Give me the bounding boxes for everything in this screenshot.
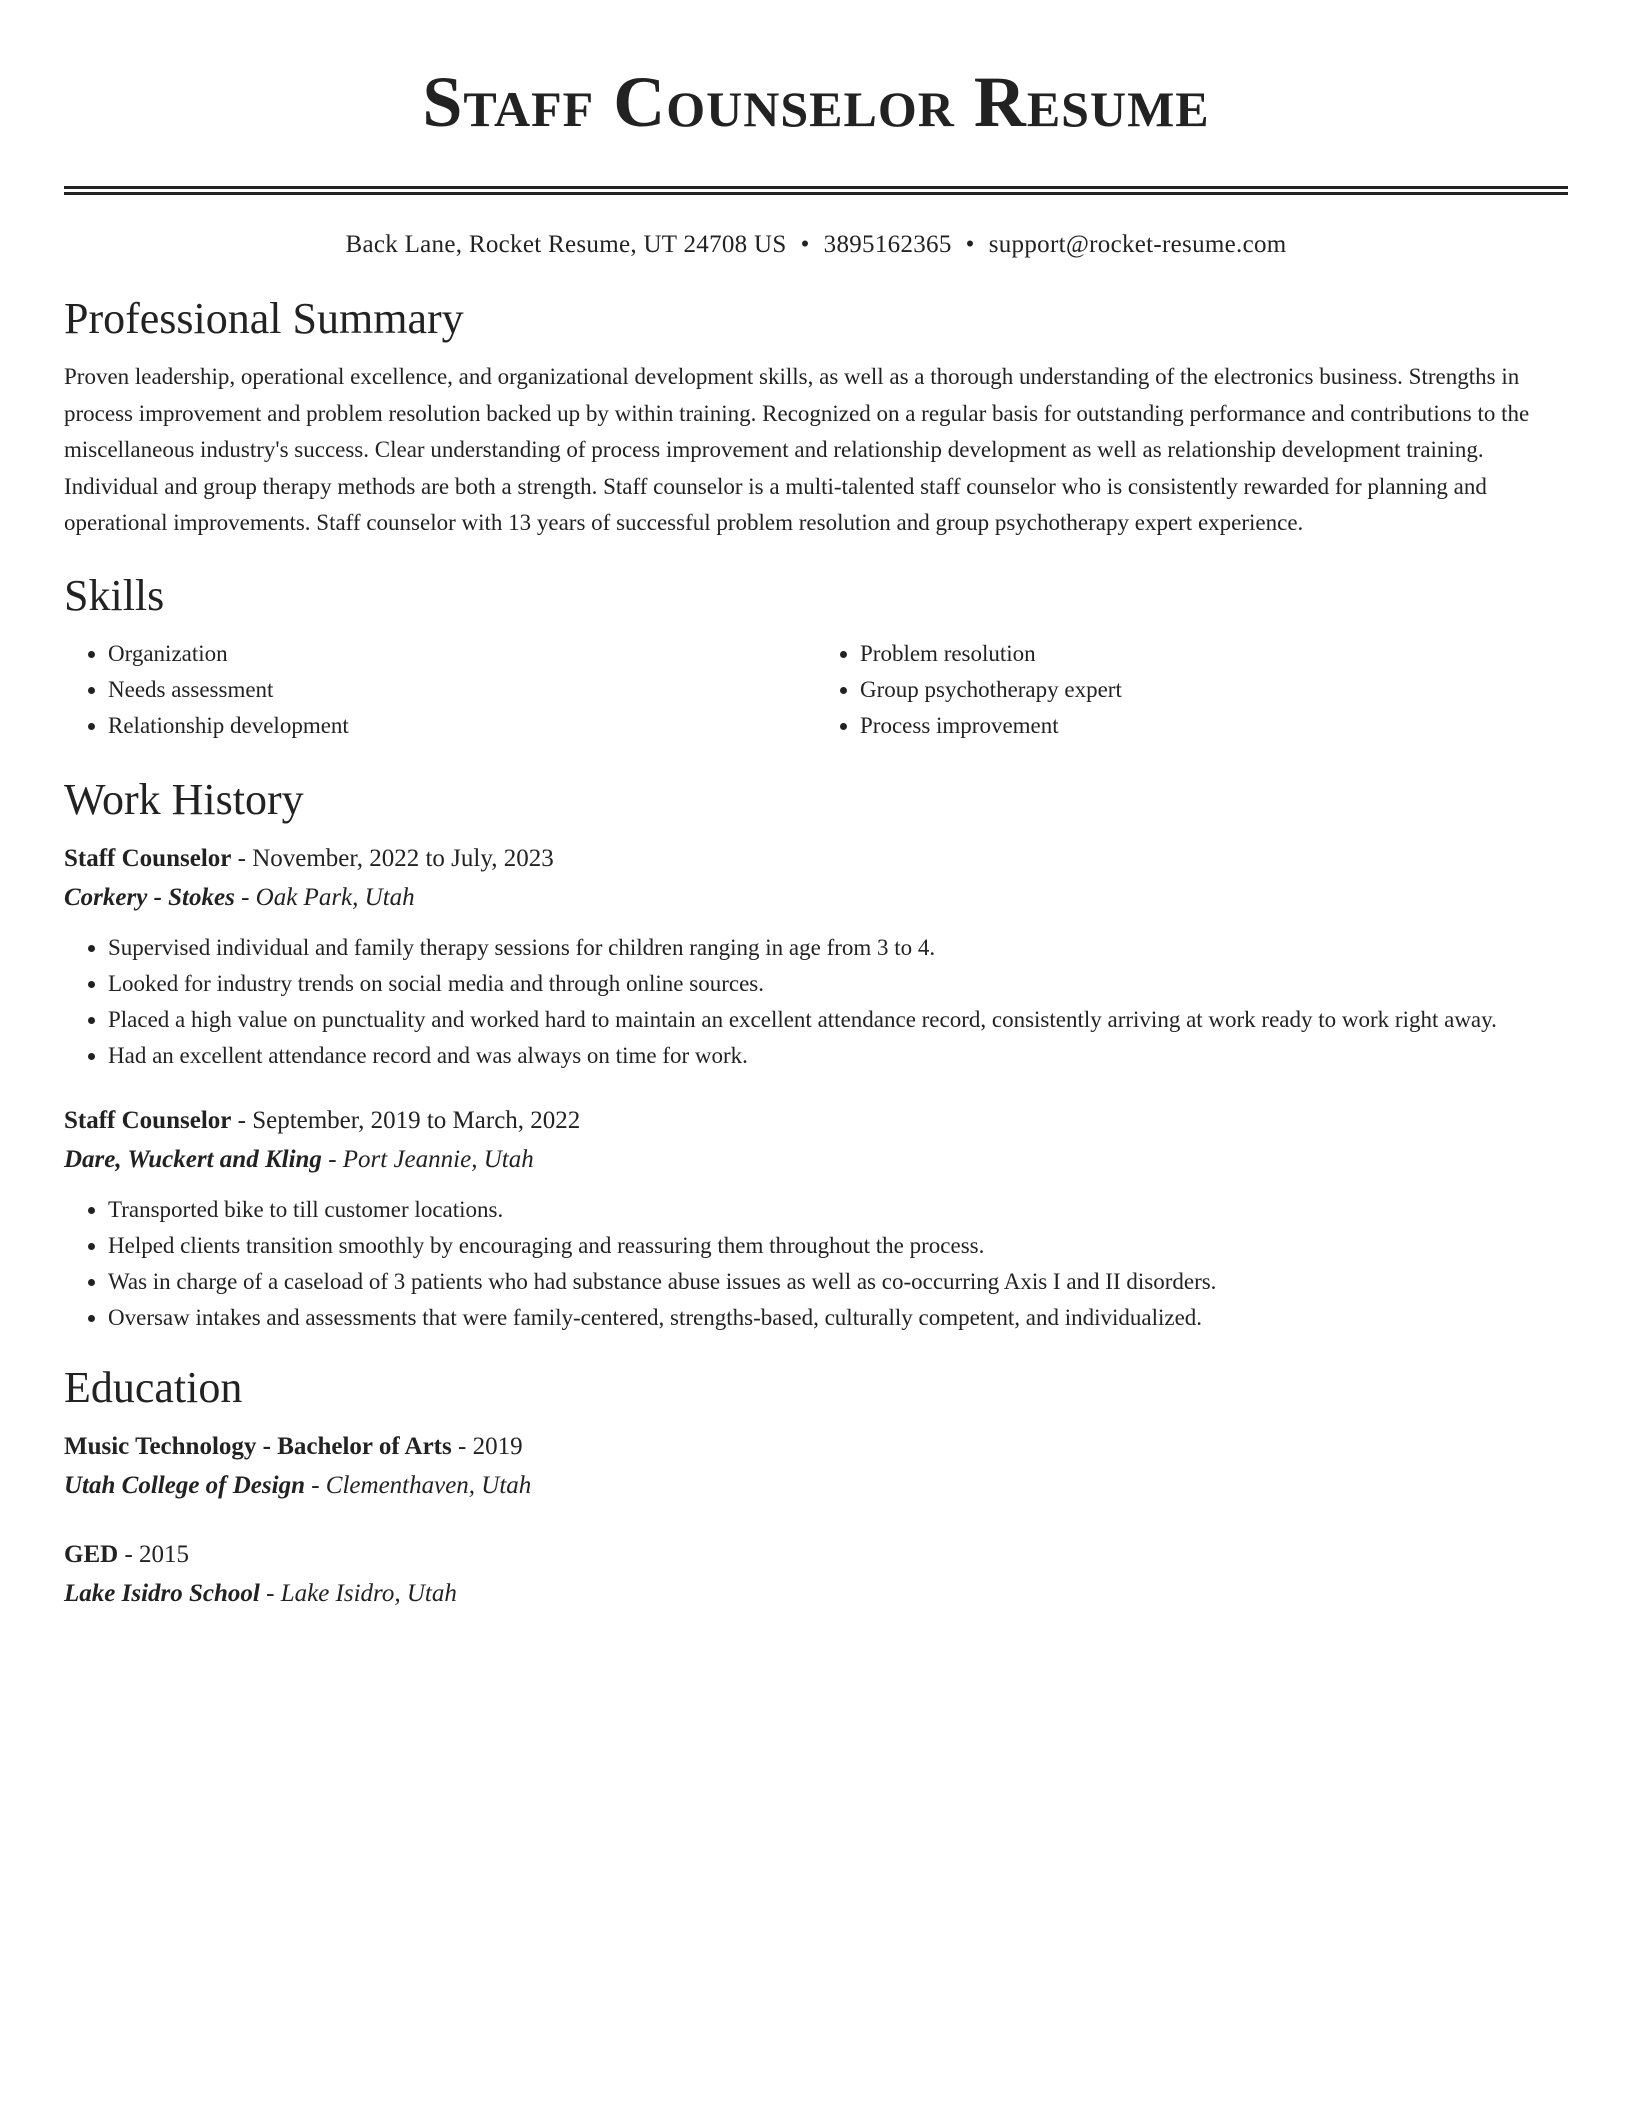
skills-heading: Skills [64,570,165,620]
job-bullet: • Placed a high value on punctuality and worked hard to maintain an excellent attendance record, consistently arriving at work ready to work right away. [108,1002,1568,1038]
work-history-section [64,774,1568,1336]
job-bullet: • Was in charge of a caseload of 3 patients who had substance abuse issues as well as co-occurring Axis I and II disorders. [108,1264,1568,1300]
summary-text: Proven leadership, operational excellence, and organizational development skills, as well as a thorough understanding of the electronics business. Strengths in process improvement and problem resolution backed up by within training. Recognized on a regular basis for outstanding performance and contributions to the miscellaneous industry's success. Clear understanding of process improvement and relationship development as well as relationship development training. Individual and group therapy methods are both a strength. Staff counselor is a multi-talented staff counselor who is consistently rewarded for planning and operational improvements. Staff counselor with 13 years of successful problem resolution and group psychotherapy expert experience. [64,364,1530,535]
job-company: Dare, Wuckert and Kling [64,1145,322,1173]
job-bullet: • Supervised individual and family therapy sessions for children ranging in age from 3 to 4. [108,930,1568,966]
education-location: Lake Isidro, Utah [280,1579,457,1607]
skill-item: • Relationship development [108,708,816,744]
education-school: Utah College of Design [64,1471,305,1499]
job-bullet: • Helped clients transition smoothly by encouraging and reassuring them throughout the process. [108,1228,1568,1264]
skill-item: • Needs assessment [108,672,816,708]
skills-column-right [816,636,1568,744]
education-heading: Education [64,1362,243,1412]
job-bullet: • Had an excellent attendance record and was always on time for work. [108,1038,1568,1074]
contact-email: support@rocket-resume.com [988,231,1287,258]
job-bullet: • Looked for industry trends on social media and through online sources. [108,966,1568,1002]
contact-separator: • [965,231,975,258]
contact-line [64,229,1568,261]
education-entry [64,1428,1568,1506]
skill-item: • Group psychotherapy expert [860,672,1568,708]
resume-title: Staff Counselor Resume [422,62,1210,142]
job-company-line: Corkery - Stokes - Oak Park, Utah [64,883,415,911]
job-location: Oak Park, Utah [255,883,415,911]
job-company-line: Dare, Wuckert and Kling - Port Jeannie, Utah [64,1145,534,1173]
job-title-line: Staff Counselor - September, 2019 to March, 2022 [64,1106,581,1134]
education-section [64,1362,1568,1614]
education-year: 2019 [472,1432,523,1460]
education-year: 2015 [139,1540,190,1568]
skill-item: • Process improvement [860,708,1568,744]
summary-heading: Professional Summary [64,294,464,343]
education-school-line: Lake Isidro School - Lake Isidro, Utah [64,1579,457,1607]
job-title-line: Staff Counselor - November, 2022 to July, 2023 [64,844,554,872]
job-bullets [64,1192,1568,1336]
job-entry [64,1102,1568,1336]
contact-separator: • [800,231,810,258]
summary-section [64,293,1568,542]
title-divider [64,186,1568,195]
job-title: Staff Counselor [64,1106,232,1134]
job-entry [64,840,1568,1074]
work-history-heading: Work History [64,774,304,824]
job-bullet: • Oversaw intakes and assessments that were family-centered, strengths-based, culturally competent, and individualized. [108,1300,1568,1336]
skill-item: • Problem resolution [860,636,1568,672]
job-bullet: • Transported bike to till customer locations. [108,1192,1568,1228]
education-school: Lake Isidro School [64,1579,260,1607]
education-degree-line: GED - 2015 [64,1540,190,1568]
skills-column-left [64,636,816,744]
education-entry [64,1536,1568,1614]
job-dates: September, 2019 to March, 2022 [252,1106,581,1134]
job-dates: November, 2022 to July, 2023 [252,844,554,872]
contact-address: Back Lane, Rocket Resume, UT 24708 US [345,231,787,258]
contact-phone: 3895162365 [823,231,952,258]
job-title: Staff Counselor [64,844,232,872]
job-company: Corkery - Stokes [64,883,235,911]
education-school-line: Utah College of Design - Clementhaven, Utah [64,1471,532,1499]
job-bullets [64,930,1568,1074]
education-degree-line: Music Technology - Bachelor of Arts - 2019 [64,1432,523,1460]
job-location: Port Jeannie, Utah [342,1145,534,1173]
education-degree: GED [64,1540,119,1568]
skill-item: • Organization [108,636,816,672]
skills-section [64,570,1568,744]
education-location: Clementhaven, Utah [325,1471,532,1499]
education-degree: Music Technology - Bachelor of Arts [64,1432,452,1460]
skills-list [64,636,1568,744]
